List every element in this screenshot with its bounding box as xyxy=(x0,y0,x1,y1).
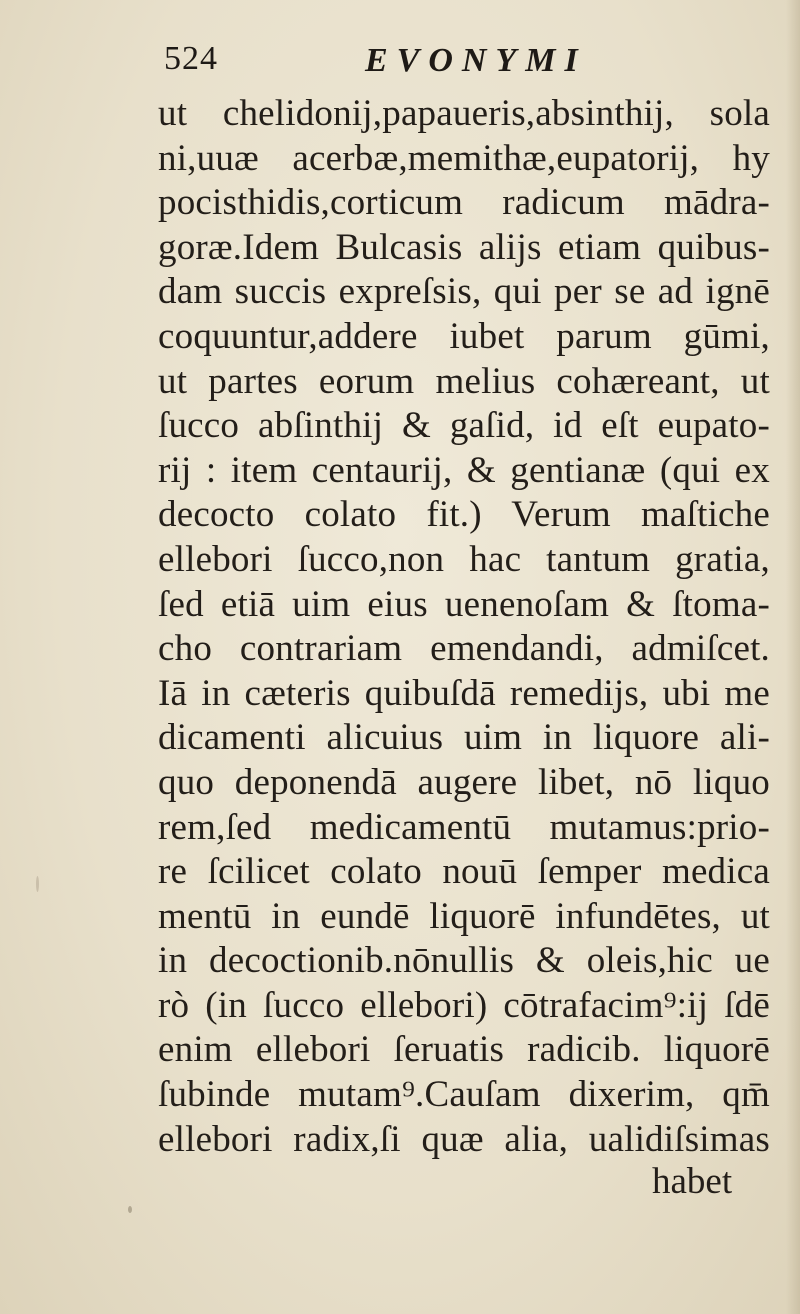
body-text xyxy=(158,92,770,1162)
text-line: ellebori ſucco,non hac tantum gratia, xyxy=(158,538,770,580)
text-line: ſubinde mutam⁹.Cauſam dixerim, qm̄ xyxy=(158,1074,770,1116)
running-head: EVONYMI xyxy=(365,42,587,79)
text-line: ut chelidonij,papaueris,absinthij, sola xyxy=(158,93,770,134)
page-header xyxy=(160,38,640,86)
text-line: decocto colato fit.) Verum maſtiche xyxy=(158,494,770,536)
ink-speck xyxy=(128,1206,132,1213)
text-line: enim ellebori ſeruatis radicib. liquorē xyxy=(158,1029,770,1071)
text-line: quo deponendā augere libet, nō liquo xyxy=(158,761,770,803)
text-line: in decoctionib.nōnullis & oleis,hic ue xyxy=(158,940,770,982)
text-line: ſed etiā uim eius uenenoſam & ſtoma- xyxy=(158,583,770,625)
text-line: Iā in cæteris quibuſdā remedijs, ubi me xyxy=(158,672,770,714)
text-line: ut partes eorum melius cohæreant, ut xyxy=(158,360,770,402)
text-line: goræ.Idem Bulcasis alijs etiam quibus- xyxy=(158,226,770,268)
text-line: cho contrariam emendandi, admiſcet. xyxy=(158,628,770,670)
text-line: ni,uuæ acerbæ,memithæ,eupatorij, hy xyxy=(158,137,770,179)
text-line: mentū in eundē liquorē infundētes, ut xyxy=(158,895,770,937)
page-number: 524 xyxy=(164,40,218,77)
text-line: dicamenti alicuius uim in liquore ali- xyxy=(158,717,770,759)
text-line: coquuntur,addere iubet parum gūmi, xyxy=(158,315,770,357)
text-line: rò (in ſucco ellebori) cōtrafacim⁹:ij ſdē xyxy=(158,984,770,1026)
text-line: re ſcilicet colato nouū ſemper medica xyxy=(158,851,770,893)
text-line: rem,ſed medicamentū mutamus:prio- xyxy=(158,806,770,848)
catchword: habet xyxy=(652,1161,733,1202)
text-line: ellebori radix,ſi quæ alia, ualidiſsimas xyxy=(158,1118,770,1160)
text-line: pocisthidis,corticum radicum mādra- xyxy=(158,182,770,224)
text-line: dam succis expreſsis, qui per se ad ignē xyxy=(158,271,770,313)
text-line: ſucco abſinthij & gaſid, id eſt eupato- xyxy=(158,405,770,447)
page-edge-shadow xyxy=(786,0,800,1314)
ink-speck xyxy=(36,876,39,892)
text-line: rij : item centaurij, & gentianæ (qui ex xyxy=(158,449,770,491)
